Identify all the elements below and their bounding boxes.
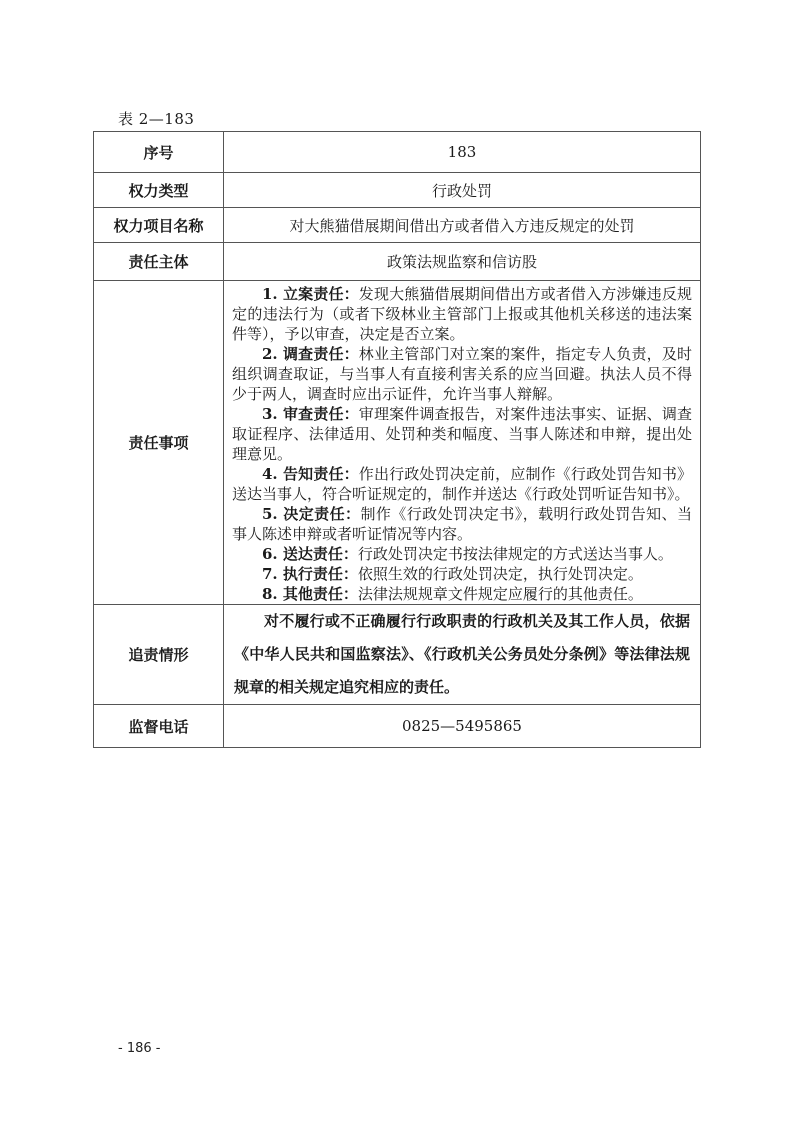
row-label-supervision-phone: 监督电话 — [94, 705, 224, 748]
duty-item-6 — [232, 544, 692, 564]
row-label-power-item-name: 权力项目名称 — [94, 208, 224, 243]
duty-item-7-lead: 7. 执行责任： — [262, 565, 358, 583]
duty-item-8-text: 法律法规规章文件规定应履行的其他责任。 — [357, 585, 643, 603]
duty-item-2-text: 林业主管部门对立案的案件，指定专人负责，及时组织调查取证，与当事人有直接利害关系的应当回避。执法人员不得少于两人，调查时应出示证件，允许当事人辩解。 — [232, 345, 692, 403]
duty-item-5 — [232, 504, 692, 544]
table-row-accountability — [94, 605, 701, 705]
accountability-text: 对不履行或不正确履行行政职责的行政机关及其工作人员，依据《中华人民共和国监察法》、《行政机关公务员处分条例》等法律法规规章的相关规定追究相应的责任。 — [234, 612, 690, 696]
duty-item-1-lead: 1. 立案责任： — [262, 285, 359, 303]
duty-item-6-lead: 6. 送达责任： — [262, 545, 358, 563]
duty-item-5-text: 制作《行政处罚决定书》，载明行政处罚告知、当事人陈述申辩或者听证情况等内容。 — [232, 505, 692, 543]
duty-item-7 — [232, 564, 692, 584]
supervision-phone-number: 0825—5495865 — [224, 705, 701, 748]
duty-item-7-text: 依照生效的行政处罚决定，执行处罚决定。 — [357, 565, 643, 583]
duty-item-4-text: 作出行政处罚决定前，应制作《行政处罚告知书》送达当事人，符合听证规定的，制作并送达《行政处罚听证告知书》。 — [232, 465, 692, 503]
table-row-serial — [94, 132, 701, 173]
duty-items-cell — [224, 281, 701, 605]
table-row-supervision-phone — [94, 705, 701, 748]
duty-item-1 — [232, 284, 692, 344]
table-row-power-type — [94, 173, 701, 208]
duty-item-3-text: 审理案件调查报告，对案件违法事实、证据、调查取证程序、法律适用、处罚种类和幅度、当事人陈述和申辩，提出处理意见。 — [232, 405, 692, 463]
row-value-responsible-body: 政策法规监察和信访股 — [224, 243, 701, 281]
table-row-power-item-name — [94, 208, 701, 243]
duty-item-3-lead: 3. 审查责任： — [262, 405, 359, 423]
row-label-responsible-body: 责任主体 — [94, 243, 224, 281]
duty-item-1-text: 发现大熊猫借展期间借出方或者借入方涉嫌违反规定的违法行为（或者下级林业主管部门上报或其他机关移送的违法案件等），予以审查，决定是否立案。 — [232, 285, 692, 343]
table-row-duty-items — [94, 281, 701, 605]
duty-item-4-lead: 4. 告知责任： — [262, 465, 359, 483]
duty-item-2 — [232, 344, 692, 404]
row-label-serial: 序号 — [94, 132, 224, 173]
row-label-accountability: 追责情形 — [94, 605, 224, 705]
duty-item-2-lead: 2. 调查责任： — [262, 345, 359, 363]
table-caption: 表 2—183 — [118, 110, 195, 128]
power-duty-table — [93, 131, 701, 748]
table-row-responsible-body — [94, 243, 701, 281]
duty-item-3 — [232, 404, 692, 464]
duty-item-4 — [232, 464, 692, 504]
row-value-serial: 183 — [224, 132, 701, 173]
row-value-power-type: 行政处罚 — [224, 173, 701, 208]
row-value-power-item-name: 对大熊猫借展期间借出方或者借入方违反规定的处罚 — [224, 208, 701, 243]
accountability-cell — [224, 605, 701, 705]
row-label-power-type: 权力类型 — [94, 173, 224, 208]
duty-item-8 — [232, 584, 692, 604]
duty-item-5-lead: 5. 决定责任： — [262, 505, 361, 523]
duty-item-8-lead: 8. 其他责任： — [262, 585, 358, 603]
row-label-duty-items: 责任事项 — [94, 281, 224, 605]
duty-item-6-text: 行政处罚决定书按法律规定的方式送达当事人。 — [357, 545, 673, 563]
page-number: - 186 - — [118, 1041, 161, 1056]
